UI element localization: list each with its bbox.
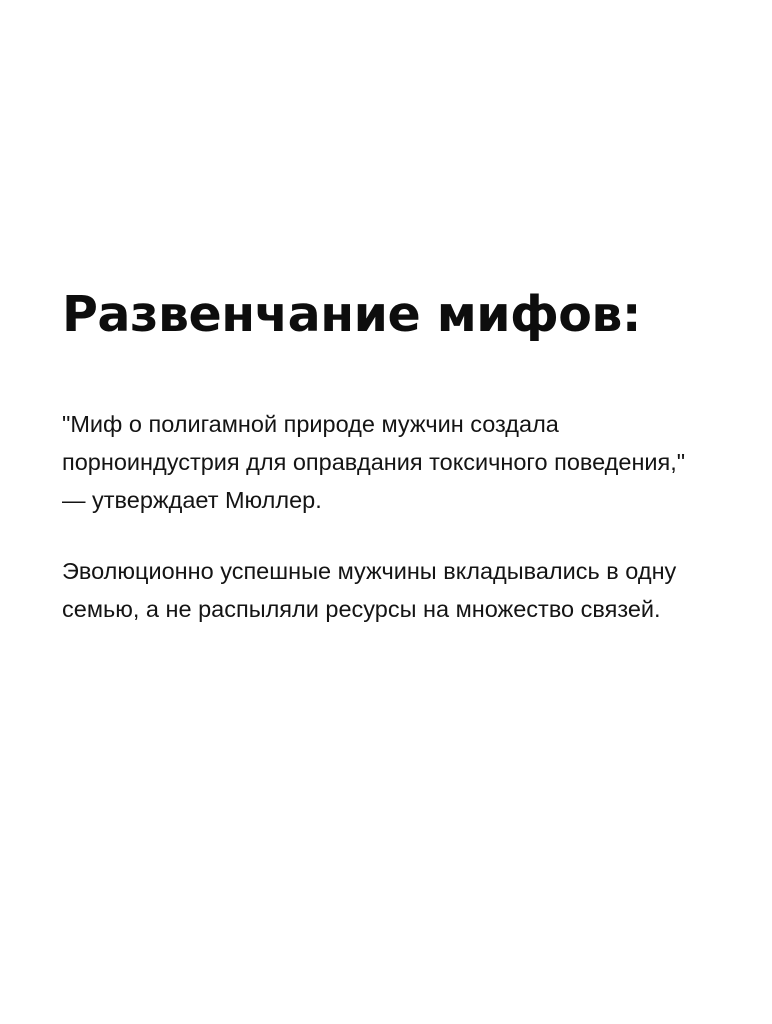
body-paragraph-quote: "Миф о полигамной природе мужчин создала порноиндустрия для оправдания токсичного поведения," — утверждает Мюллер. [62, 410, 686, 513]
page-title: Развенчание мифов: [62, 286, 641, 343]
body-paragraph-explanation: Эволюционно успешные мужчины вкладывались в одну семью, а не распыляли ресурсы на множество связей. [62, 558, 677, 623]
text-block [62, 288, 710, 628]
